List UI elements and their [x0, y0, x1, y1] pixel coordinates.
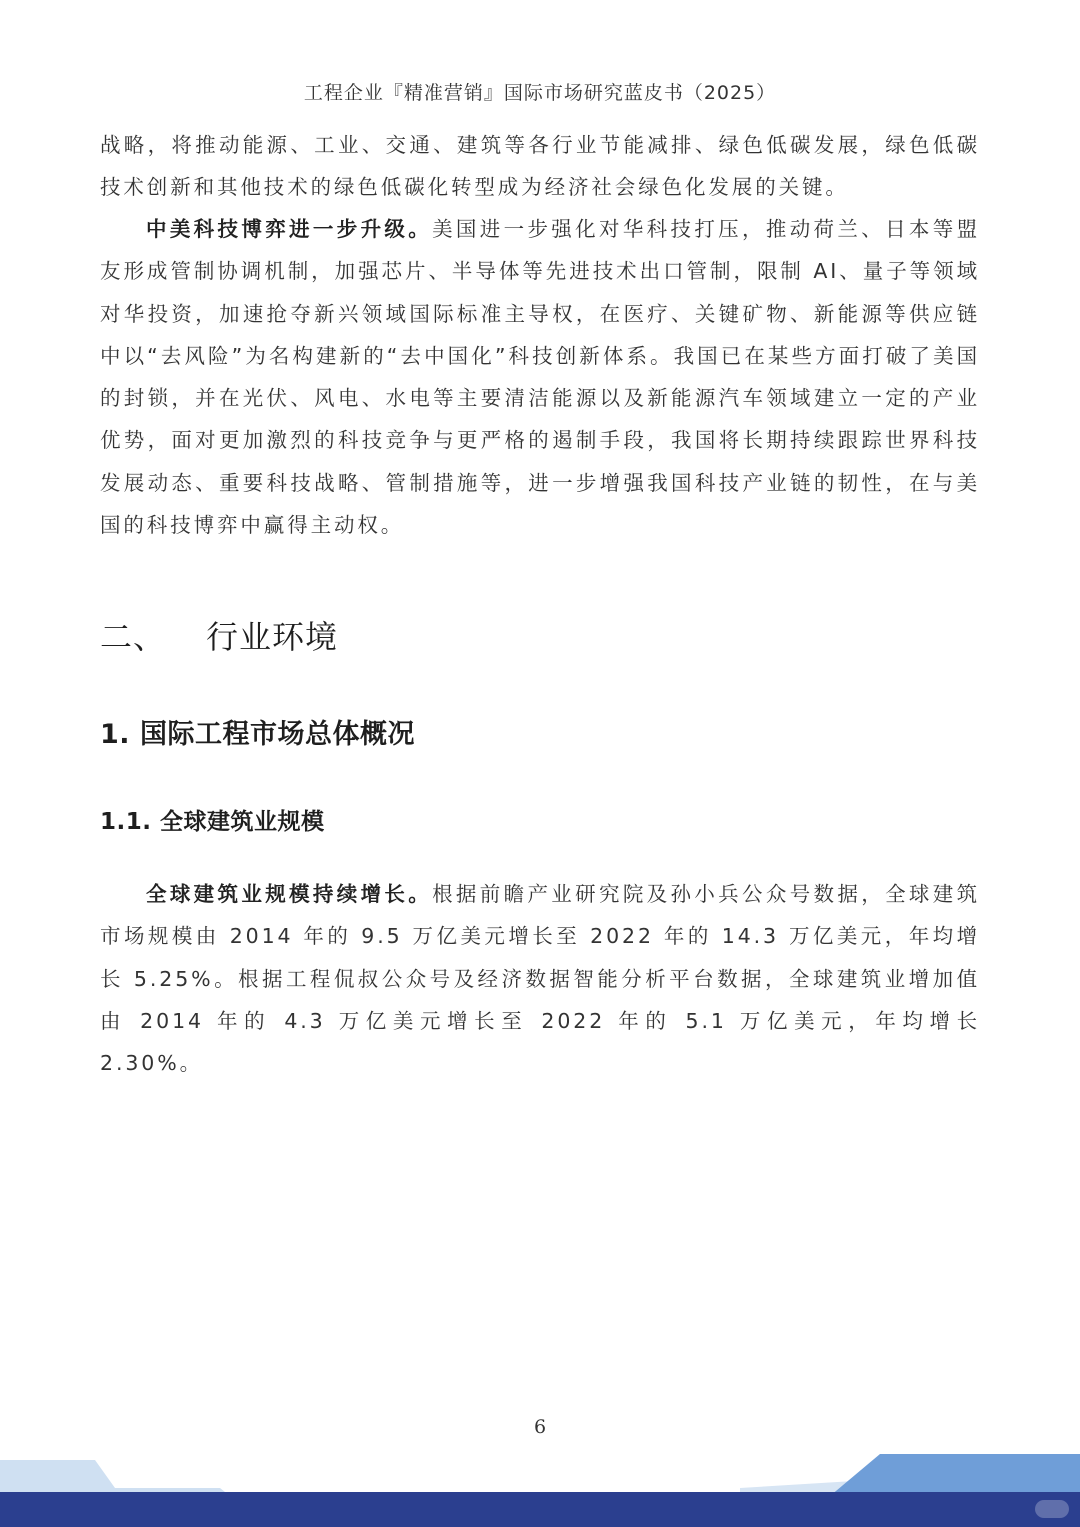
paragraph-energy-transition — [100, 124, 980, 209]
footer-light-stripe — [0, 1460, 230, 1496]
subsubsection-heading: 1.1. 全球建筑业规模 — [100, 809, 325, 835]
paragraph-tech-competition — [100, 208, 980, 546]
document-header: 工程企业『精准营销』国际市场研究蓝皮书（2025） — [303, 82, 777, 104]
paragraph-text: 战略，将推动能源、工业、交通、建筑等各行业节能减排、绿色低碳发展，绿色低碳技术创新和其他技术的绿色低碳化转型成为经济社会绿色化发展的关键。 — [100, 133, 980, 200]
footer-mid-stripe — [830, 1454, 1080, 1496]
paragraph-body — [100, 208, 980, 546]
paragraph-text: 美国进一步强化对华科技打压，推动荷兰、日本等盟友形成管制协调机制，加强芯片、半导体等先进技术出口管制，限制 AI、量子等领域对华投资，加速抢夺新兴领域国际标准主导权，在医疗、关键矿物、新能源等供应链中以“去风险”为名构建新的“去中国化”科技创新体系。我国已在某些方面打破了美国的封锁，并在光伏、风电、水电等主要清洁能源以及新能源汽车领域建立一定的产业优势，面对更加激烈的科技竞争与更严格的遏制手段，我国将长期持续跟踪世界科技发展动态、重要科技战略、管制措施等，进一步增强我国科技产业链的韧性，在与美国的科技博弈中赢得主动权。 — [100, 217, 980, 538]
paragraph-body — [100, 873, 980, 1084]
page-number: 6 — [533, 1416, 547, 1438]
paragraph-text: 根据前瞻产业研究院及孙小兵公众号数据，全球建筑市场规模由 2014 年的 9.5 万亿美元增长至 2022 年的 14.3 万亿美元，年均增长 5.25%。根据工程侃叔公众号及经济数据智能分析平台数据，全球建筑业增加值由 2014 年的 4.3 万亿美元增长至 2022 年的 5.1 万亿美元，年均增长 2.30%。 — [100, 882, 980, 1076]
footer-dark-band — [0, 1492, 1080, 1527]
paragraph-construction-scale — [100, 873, 980, 1084]
footer-decoration-band — [0, 1440, 1080, 1527]
watermark-badge — [1035, 1500, 1069, 1518]
section-number: 二、 — [100, 618, 167, 656]
section-title: 行业环境 — [206, 618, 339, 656]
section-heading — [100, 612, 338, 658]
subsection-heading: 1. 国际工程市场总体概况 — [100, 719, 415, 750]
paragraph-lead-sentence: 中美科技博弈进一步升级。 — [146, 217, 433, 241]
paragraph-lead-sentence: 全球建筑业规模持续增长。 — [146, 882, 433, 906]
